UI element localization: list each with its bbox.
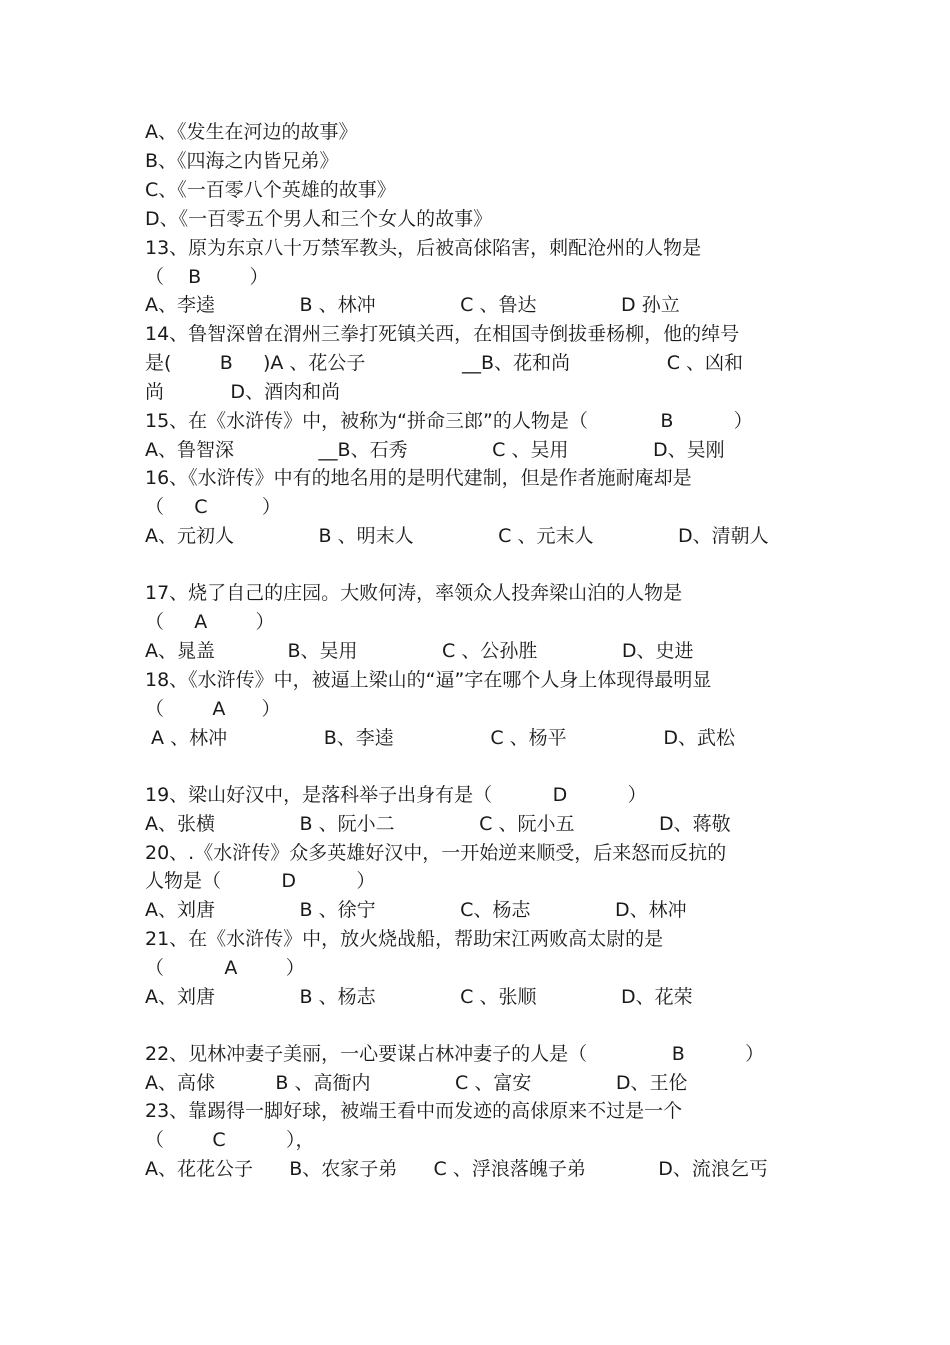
- text-line: 人物是（ D ）: [145, 870, 376, 892]
- text-line: A、鲁智深 __B、石秀 C 、吴用 D、吴刚: [145, 439, 725, 461]
- text-line: A、张横 B 、阮小二 C 、阮小五 D、蒋敬: [145, 813, 731, 835]
- text-line: （ C ）: [145, 496, 281, 518]
- text-line: A、高俅 B 、高衙内 C 、富安 D、王伦: [145, 1072, 688, 1094]
- text-line: A、刘唐 B 、杨志 C 、张顺 D、花荣: [145, 986, 693, 1008]
- text-line: 15、在《水浒传》中，被称为“拼命三郎”的人物是（ B ）: [145, 410, 753, 432]
- text-line: 18、《水浒传》中，被逼上梁山的“逼”字在哪个人身上体现得最明显: [145, 669, 712, 691]
- text-line: A、花花公子 B、农家子弟 C 、浮浪落魄子弟 D、流浪乞丐: [145, 1158, 768, 1180]
- text-line: 13、原为东京八十万禁军教头，后被高俅陷害，刺配沧州的人物是: [145, 237, 702, 259]
- text-line: 21、在《水浒传》中，放火烧战船，帮助宋江两败高太尉的是: [145, 928, 664, 950]
- text-line: （ C ），: [145, 1129, 315, 1151]
- text-line: 22、见林冲妻子美丽，一心要谋占林冲妻子的人是（ B ）: [145, 1043, 765, 1065]
- text-line: A、刘唐 B 、徐宁 C、杨志 D、林冲: [145, 899, 687, 921]
- text-line: （ A ）: [145, 698, 281, 720]
- text-line: 尚 D、酒肉和尚: [145, 381, 341, 403]
- text-line: 16、《水浒传》中有的地名用的是明代建制，但是作者施耐庵却是: [145, 467, 692, 489]
- text-line: 20、.《水浒传》众多英雄好汉中，一开始逆来顺受，后来怒而反抗的: [145, 842, 727, 864]
- text-line: C、《一百零八个英雄的故事》: [145, 179, 396, 201]
- text-line: （ B ）: [145, 266, 269, 288]
- text-line: A 、林冲 B、李逵 C 、杨平 D、武松: [145, 727, 735, 749]
- text-line: A、晁盖 B、吴用 C 、公孙胜 D、史进: [145, 640, 694, 662]
- text-line: A、元初人 B 、明末人 C 、元末人 D、清朝人: [145, 525, 769, 547]
- text-line: 19、梁山好汉中，是落科举子出身有是（ D ）: [145, 784, 647, 806]
- text-line: （ A ）: [145, 957, 305, 979]
- text-line: B、《四海之内皆兄弟》: [145, 150, 339, 172]
- text-line: 17、烧了自己的庄园。大败何涛，率领众人投奔梁山泊的人物是: [145, 582, 683, 604]
- text-line: D、《一百零五个男人和三个女人的故事》: [145, 208, 493, 230]
- text-line: 14、鲁智深曾在渭州三拳打死镇关西，在相国寺倒拔垂杨柳，他的绰号: [145, 323, 740, 345]
- text-line: 是( B )A 、花公子 __B、花和尚 C 、凶和: [145, 352, 744, 374]
- text-line: A、李逵 B 、林冲 C 、鲁达 D 孙立: [145, 294, 680, 316]
- text-line: A、《发生在河边的故事》: [145, 121, 358, 143]
- text-line: 23、靠踢得一脚好球，被端王看中而发迹的高俅原来不过是一个: [145, 1100, 683, 1122]
- text-line: （ A ）: [145, 611, 275, 633]
